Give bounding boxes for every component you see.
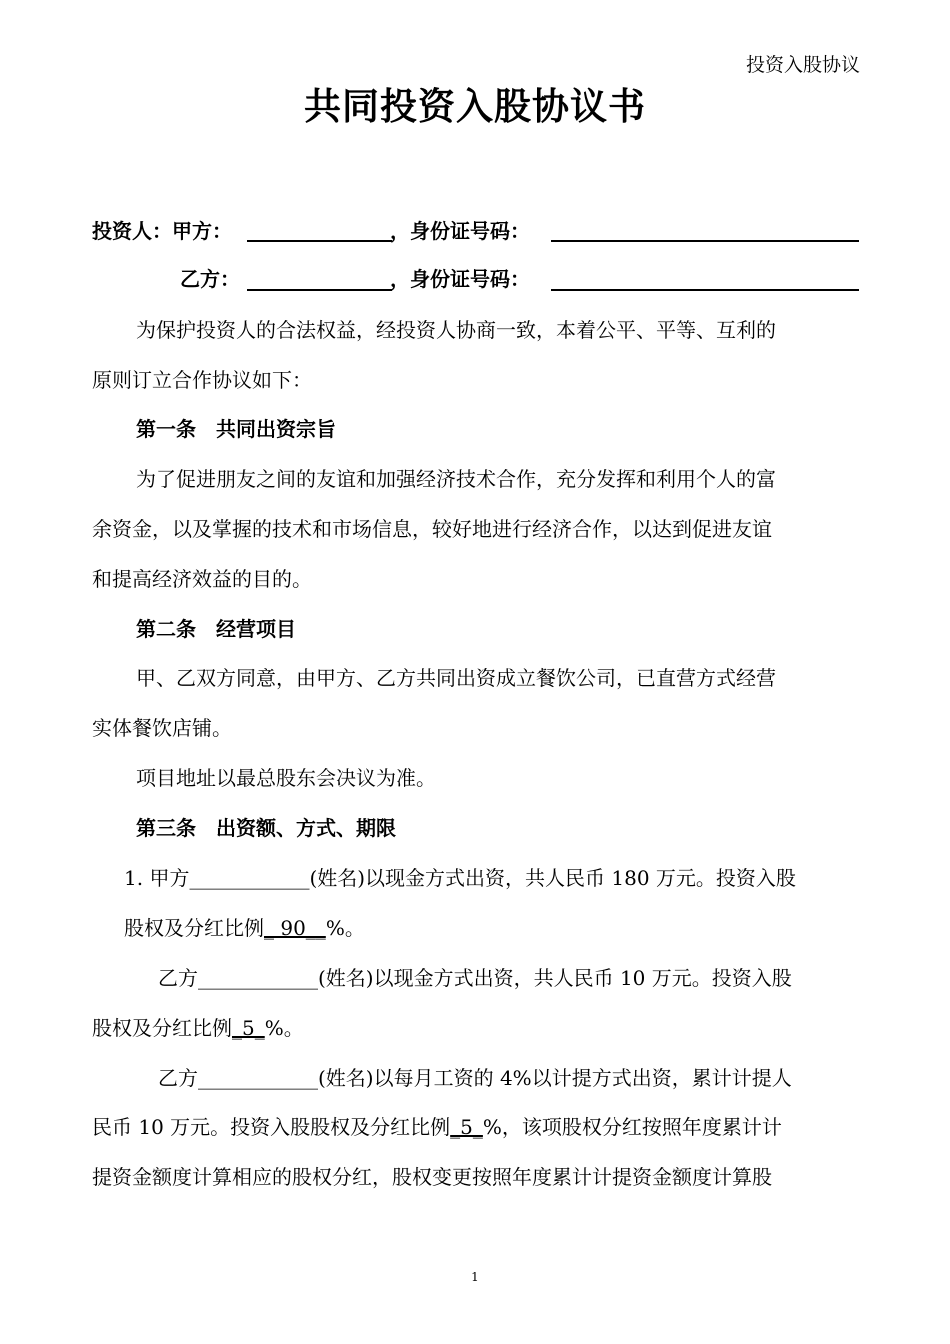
article-3-item-3-line-2	[92, 1111, 782, 1140]
article-1-line-2: 余资金，以及掌握的技术和市场信息，较好地进行经济合作，以达到促进友谊	[92, 517, 772, 541]
page-number: 1	[471, 1270, 479, 1284]
article-1-line-3: 和提高经济效益的目的。	[92, 567, 312, 591]
investor-b-label: 乙方：	[180, 267, 240, 291]
article-3-item-1-line-1: 1. 甲方____________(姓名)以现金方式出资，共人民币 180 万元。投资入股	[124, 866, 796, 890]
article-1-line-1: 为了促进朋友之间的友谊和加强经济技术合作，充分发挥和利用个人的富	[136, 467, 776, 491]
article-2-line-2: 实体餐饮店铺。	[92, 716, 232, 740]
article-3-item-3-line-3: 提资金额度计算相应的股权分红，股权变更按照年度累计计提资金额度计算股	[92, 1165, 772, 1189]
article-2-line-3: 项目地址以最总股东会决议为准。	[136, 766, 436, 790]
investor-b-id-label: ，身份证号码：	[390, 267, 530, 291]
investor-a-id-label: ，身份证号码：	[390, 219, 530, 243]
investor-a-id-blank	[551, 240, 859, 242]
article-3-item-2-line-1: 乙方____________(姓名)以现金方式出资，共人民币 10 万元。投资入股	[158, 966, 792, 990]
ratio-suffix: %，该项股权分红按照年度累计计	[482, 1115, 782, 1139]
ratio-label: 股权及分红比例	[92, 1016, 232, 1040]
document-title: 共同投资入股协议书	[304, 85, 646, 128]
article-3-item-2-line-2	[92, 1012, 304, 1041]
investor-b-id-blank	[551, 289, 859, 291]
running-header: 投资入股协议	[745, 54, 860, 76]
ratio-suffix: %。	[264, 1016, 304, 1040]
article-3-item-3-line-1: 乙方____________(姓名)以每月工资的 4%以计提方式出资，累计计提人	[158, 1066, 792, 1090]
ratio-label: 股权及分红比例	[124, 916, 264, 940]
investor-a-label: 投资人：甲方：	[92, 219, 232, 243]
article-3-item-1-line-2	[124, 912, 365, 941]
intro-line-2: 原则订立合作协议如下：	[92, 368, 312, 392]
ratio-label: 民币 10 万元。投资入股股权及分红比例	[92, 1115, 451, 1139]
article-2-title: 第二条 经营项目	[136, 617, 296, 641]
investor-b-name-blank	[247, 289, 392, 291]
ratio-suffix: %。	[325, 916, 365, 940]
article-2-line-1: 甲、乙双方同意，由甲方、乙方共同出资成立餐饮公司，已直营方式经营	[136, 666, 776, 690]
investor-a-name-blank	[247, 240, 392, 242]
ratio-value: _5_	[232, 1016, 265, 1040]
article-3-title: 第三条 出资额、方式、期限	[136, 816, 396, 840]
ratio-value: _ 90__	[264, 916, 326, 940]
ratio-value: _5_	[450, 1115, 483, 1139]
intro-line-1: 为保护投资人的合法权益，经投资人协商一致，本着公平、平等、互利的	[136, 318, 776, 342]
article-1-title: 第一条 共同出资宗旨	[136, 417, 336, 441]
